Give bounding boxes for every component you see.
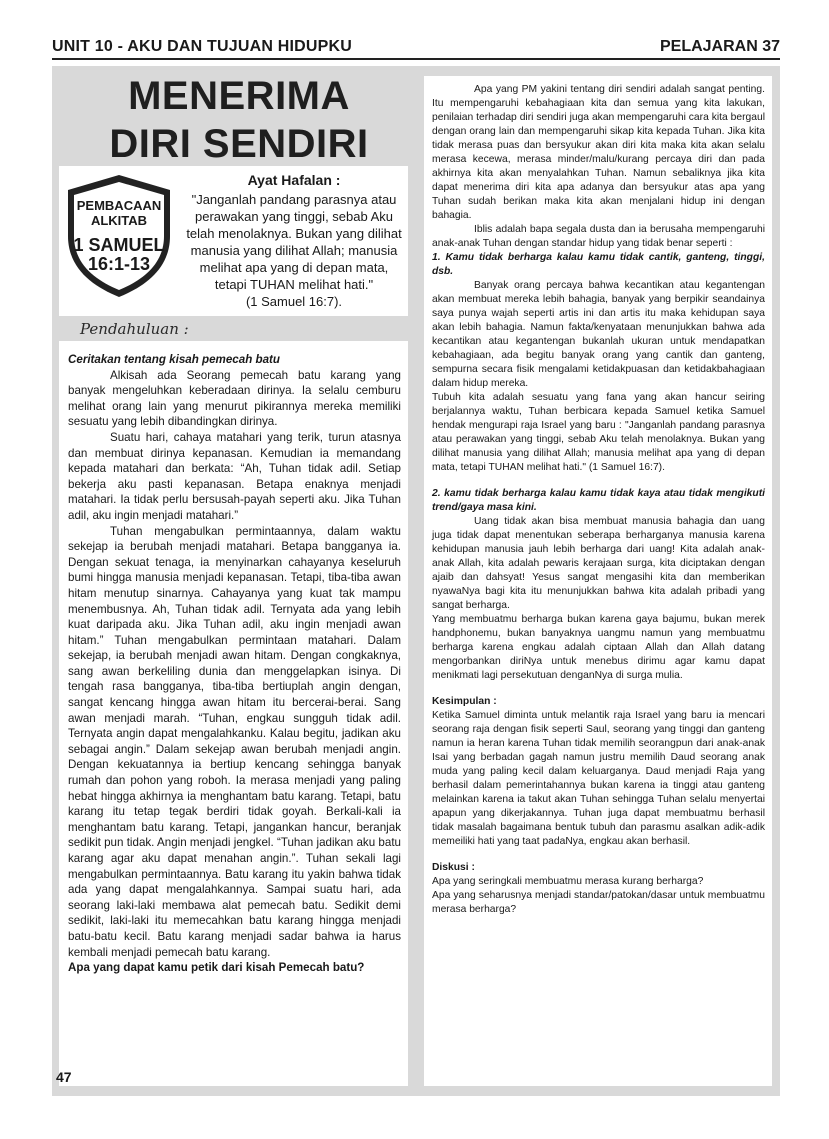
page-number: 47 — [56, 1069, 72, 1085]
discussion-question: Apa yang seharusnya menjadi standar/patokan/dasar untuk membuatmu merasa berharga? — [432, 890, 765, 915]
body-paragraph: Uang tidak akan bisa membuat manusia bahagia dan uang juga tidak dapat menentukan seberapa berharganya manusia karena kehidupan manusia jauh lebih berharga dari uang! Kita adalah anak-anak Allah, kita adalah pewaris kerajaan surga, kita diciptakan dengan ajaib dan dahsyat! Yesus sangat mengasihi kita dan memberikan nyawaNya bagi kita itu menunjukkan bahwa kita adalah pribadi yang sangat berharga. — [432, 516, 765, 611]
reading-label-2: ALKITAB — [90, 213, 148, 228]
discussion-question: Apa yang seringkali membuatmu merasa kurang berharga? — [432, 876, 704, 887]
body-paragraph: Banyak orang percaya bahwa kecantikan atau kegantengan akan membuat mereka lebih bahagia, banyak yang berpikir seandainya saya punya wajah seperti artis ini dan artis itu maka kehidupan saya akan lebih bahagia. Namun fakta/kenyataan menunjukkan bahwa ada kecantikan atau kegantengan bukanlah ukuran untuk mendapatkan kebahagiaan, ada begitu banyak orang yang cantik dan ganteng, sempurna secara fisik mengalami ketidakpuasan dan ketidakbahagiaan dalam hidup mereka. — [432, 280, 765, 389]
lesson-body — [432, 83, 765, 917]
body-paragraph: Yang membuatmu berharga bukan karena gaya bajumu, bukan merek handphonemu, bukan banyaknya uangmu namun yang membuatmu berharga karena engkau adalah ciptaan Allah dan Allah datang mengorbankan diriNya untuk menebus dirimu agar kamu dapat menikmati lagi persekutuan denganNya di surga mulia. — [432, 614, 765, 681]
title-line-2: DIRI SENDIRI — [109, 122, 369, 166]
introduction-label: Pendahuluan : — [80, 320, 189, 338]
unit-title: UNIT 10 - AKU DAN TUJUAN HIDUPKU — [52, 38, 353, 55]
memory-verse-text: "Janganlah pandang parasnya atau perawakan yang tinggi, sebab Aku telah menolaknya. Bukan yang dilihat manusia yang dilihat Allah; manusia melihat apa yang di depan mata, tetapi TUHAN melihat hati." — [186, 192, 402, 292]
point-heading: 2. kamu tidak berharga kalau kamu tidak kaya atau tidak mengikuti trend/gaya masa kini. — [432, 488, 765, 513]
conclusion-text: Ketika Samuel diminta untuk melantik raja Israel yang baru ia mencari seorang raja dengan fisik seperti Saul, seorang yang tinggi dan ganteng namun ia heran karena Tuhan tidak memilih seorangpun dari anak-anak Isai yang berbadan gagah namun justru memilih Daud seorang anak muda yang paling kecil dalam keluarganya. Daud menjadi Raja yang berhasil dalam pemerintahannya bukan karena ia tinggi atau ganteng melainkan karena ia takut akan Tuhan sehingga Tuhan selalu menyertai apapun yang dikerjakannya. Tuhan juga dapat membuatmu berhasil tidak masalah bagaimana bentuk tubuh dan parasmu asalkan adik-adik memeiliki hati yang taat padaNya, engkau akan berhasil. — [432, 710, 765, 847]
lesson-title — [60, 72, 418, 168]
page-header — [52, 36, 780, 60]
reading-reference-verses: 16:1-13 — [87, 254, 151, 274]
story-question: Apa yang dapat kamu petik dari kisah Pemecah batu? — [68, 961, 365, 975]
body-paragraph: Iblis adalah bapa segala dusta dan ia berusaha mempengaruhi anak-anak Tuhan dengan standar hidup yang tidak benar seperti : — [432, 224, 765, 249]
story-paragraph: Tuhan mengabulkan permintaannya, dalam waktu sekejap ia berubah menjadi matahari. Betapa bangganya ia. Dengan sekuat tenaga, ia menyinarkan cahayanya keseluruh bumi hingga manusia menjadi kepanasan. Tetapi, tiba-tiba awan hitam menutup sinarnya. Cahayanya yang kuat tak mampu menembusnya. Ah, Tuhan tidak adil. Ternyata ada yang lebih kuat daripada aku. Jika Tuhan adil, aku ingin menjadi awan hitam.” Tuhan mengabulkan permintaan matahari. Dalam sekejap, ia berubah menjadi awan hitam. Dengan congkaknya, sang awan berkeliling dunia dan menggelapkan isinya. Di tengah rasa bangganya, tiba-tiba bertiuplah angin dengan, sangat kencang hingga awan hitam itu bercerai-berai. Sang awan menjadi marah. “Tuhan, engkau sungguh tidak adil. Ternyata angin dapat mengalahkanku. Kalau begitu, jadikan aku sebagai angin.” Dalam sekejap awan berubah menjadi angin. Dengan kekuatannya ia bertiup kencang sehingga banyak rumah dan pohon yang roboh. Ia merasa menjadi yang paling hebat hingga akhirnya ia menghantam batu karang. Tetapi, batu karang itu tetap tegak berdiri tidak goyah. Berkali-kali ia menghantam batu karang. Tetapi, jangankan hancur, beranjak sedikit pun tidak. Angin menjadi jengkel. “Tuhan jadikan aku batu karang agar aku dapat menahan angin.”. Tuhan sekali lagi mengabulkan permintaannya. Batu karang itu yakin bahwa tidak ada yang dapat mengalahkannya. Sampai suatu hari, ada seorang laki-laki membawa alat pemecah batu. Sedikit demi sedikit, laki-laki itu memecahkan batu karang hingga menjadi batu-batu kecil. Batu karang menjadi sadar bahwa ia harus kembali menjadi pemecah batu karang. — [68, 524, 401, 959]
body-paragraph: Tubuh kita adalah sesuatu yang fana yang akan hancur seiring berjalannya waktu, Tuhan berbicara kepada Samuel ketika Samuel hendak mengurapi raja Israel yang baru : "Janganlah pandang parasnya atau perawakan yang tinggi, sebab Aku telah menolaknya. Bukan yang dilihat manusia yang dilihat Allah; manusia melihat apa yang di depan mata, tetapi TUHAN melihat hati." (1 Samuel 16:7). — [432, 392, 765, 473]
lesson-number: PELAJARAN 37 — [659, 38, 780, 55]
title-line-1: MENERIMA — [128, 74, 350, 118]
story-paragraph: Alkisah ada Seorang pemecah batu karang yang banyak mengeluhkan keberadaan dirinya. Ia selalu cemburu melihat orang lain yang menurut pikirannya mereka memiliki sesuatu yang lebih dibandingkan dirinya. — [68, 368, 401, 429]
discussion-heading: Diskusi : — [432, 862, 475, 873]
body-paragraph: Apa yang PM yakini tentang diri sendiri adalah sangat penting. Itu mempengaruhi kebahagiaan kita dan semua yang kita lakukan, penilaian terhadap diri sendiri juga akan mempengaruhi cara kita bergaul dengan orang lain dan mempengaruhi sikap kita kepada Tuhan. Jika kita tidak merasa puas dan bersyukur akan diri kita maka kita akan selalu merasa kecewa, merasa minder/malu/kurang percaya diri dan pada akhirnya kita akan menyalahkan Tuhan. Namun sebaliknya jika kita dapat menerima diri kita apa adanya dan bersyukur atas apa yang Tuhan sudah berikan maka kita akan menjalani hidup ini dengan bahagia. — [432, 84, 765, 221]
story-paragraph: Suatu hari, cahaya matahari yang terik, turun atasnya dan membuat dirinya kepanasan. Kemudian ia memandang kepada matahari dan berkata: “Ah, Tuhan tidak adil. Setiap bekerja aku pasti kepanasan. Betapa enaknya menjadi matahari. Ia tidak perlu bersusah-payah seperti aku. Jika Tuhan adil, aku ingin menjadi matahari.” — [68, 430, 401, 522]
memory-verse-reference: (1 Samuel 16:7). — [245, 294, 343, 309]
story-section — [68, 352, 401, 976]
reading-reference-book: 1 SAMUEL — [73, 235, 165, 255]
memory-verse — [183, 172, 405, 310]
conclusion-heading: Kesimpulan : — [432, 696, 497, 707]
point-heading: 1. Kamu tidak berharga kalau kamu tidak cantik, ganteng, tinggi, dsb. — [432, 252, 765, 277]
bible-reading-badge — [64, 198, 174, 274]
memory-verse-heading: Ayat Hafalan : — [247, 172, 341, 188]
reading-label-1: PEMBACAAN — [76, 198, 162, 213]
story-heading: Ceritakan tentang kisah pemecah batu — [68, 353, 280, 366]
